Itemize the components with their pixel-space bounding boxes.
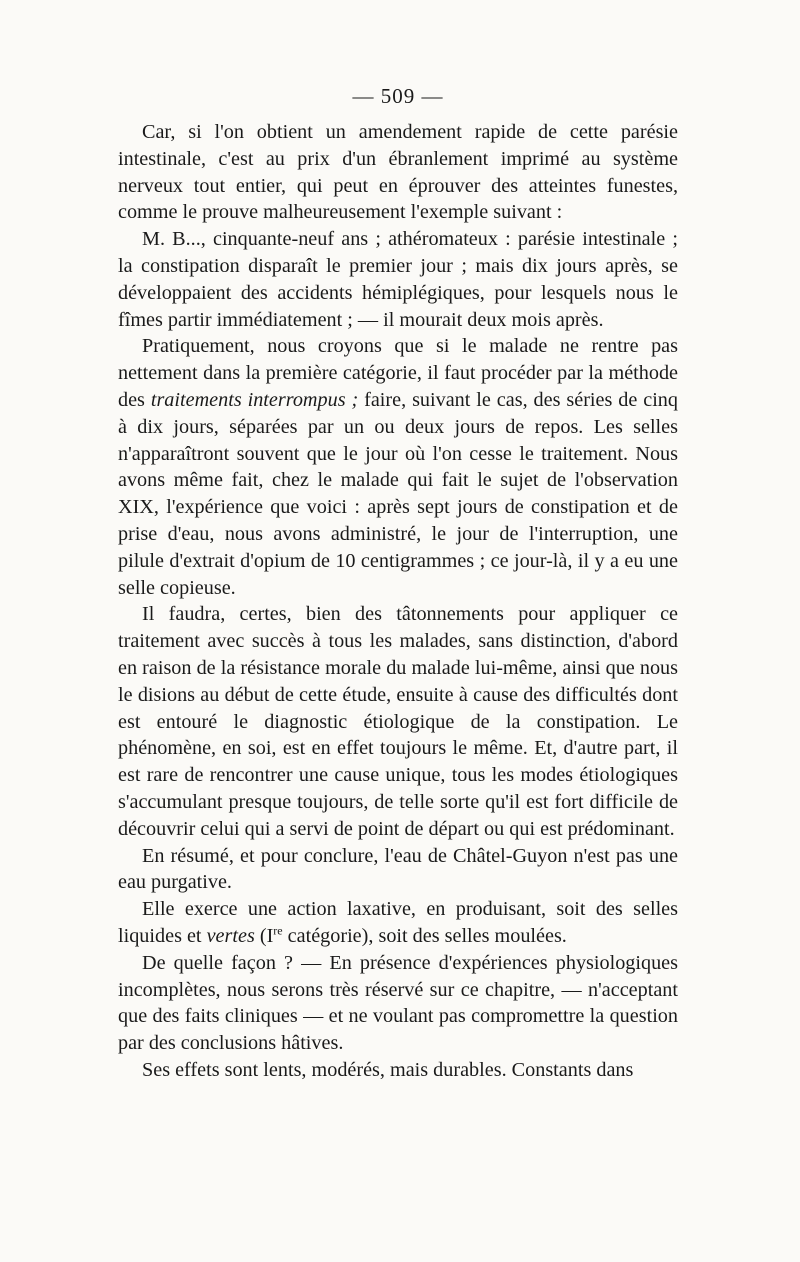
text-segment: Elle exerce une action laxative, en produisant, soit des selles liquides et <box>118 898 678 947</box>
paragraph <box>118 896 678 950</box>
text-segment: M. B..., cinquante-neuf ans ; athéromateux : parésie intestinale ; la constipation disparaît le premier jour ; mais dix jours après, se développaient des accidents hémiplégiques, pour lesquels nous le fîmes partir immédiatement ; — il mourait deux mois après. <box>118 228 678 331</box>
text-segment: Il faudra, certes, bien des tâtonnements pour appliquer ce traitement avec succès à tous les malades, sans distinction, d'abord en raison de la résistance morale du malade lui-même, ainsi que nous le disions au début de cette étude, ensuite à cause des difficultés dont est entouré le diagnostic étiologique de la constipation. Le phénomène, en soi, est en effet toujours le même. Et, d'autre part, il est rare de rencontrer une cause unique, tous les modes étiologiques s'accumulant presque toujours, de telle sorte qu'il est fort difficile de découvrir celui qui a servi de point de départ ou qui est prédominant. <box>118 603 678 840</box>
italic-text: traitements interrompus ; <box>150 388 359 411</box>
text-segment: catégorie), soit des selles moulées. <box>282 924 567 947</box>
paragraph <box>118 333 678 601</box>
paragraph <box>118 1057 678 1084</box>
page-number: — 509 — <box>352 84 444 108</box>
paragraph <box>118 950 678 1057</box>
text-segment: En résumé, et pour conclure, l'eau de Châtel-Guyon n'est pas une eau purgative. <box>118 844 678 894</box>
superscript-text: re <box>273 923 283 938</box>
text-segment: (I <box>254 924 274 947</box>
text-segment: faire, suivant le cas, des séries de cinq à dix jours, séparées par un ou deux jours de repos. Les selles n'apparaîtront souvent que le jour où l'on cesse le traitement. Nous avons même fait, chez le malade qui fait le sujet de l'observation XIX, l'expérience que voici : après sept jours de constipation et de prise d'eau, nous avons administré, le jour de l'interruption, une pilule d'extrait d'opium de 10 centigrammes ; ce jour-là, il y a eu une selle copieuse. <box>118 388 678 599</box>
text-segment: Car, si l'on obtient un amendement rapide de cette parésie intestinale, c'est au prix d'un ébranlement imprimé au système nerveux tout entier, qui peut en éprouver des atteintes funestes, comme le prouve malheureusement l'exemple suivant : <box>118 121 678 224</box>
text-segment: De quelle façon ? — En présence d'expériences physiologiques incomplètes, nous serons très réservé sur ce chapitre, — n'acceptant que des faits cliniques — et ne voulant pas compromettre la question par des conclusions hâtives. <box>118 951 678 1055</box>
italic-text: vertes <box>206 924 255 947</box>
text-segment: Pratiquement, nous croyons que si le malade ne rentre pas nettement dans la première catégorie, il faut procéder par la méthode des <box>118 335 678 411</box>
text-segment: Ses effets sont lents, modérés, mais durables. Constants dans <box>142 1058 634 1081</box>
paragraph <box>118 601 678 842</box>
paragraph <box>118 226 678 333</box>
paragraph <box>118 843 678 897</box>
body-text <box>118 119 678 1084</box>
paragraph <box>118 119 678 226</box>
